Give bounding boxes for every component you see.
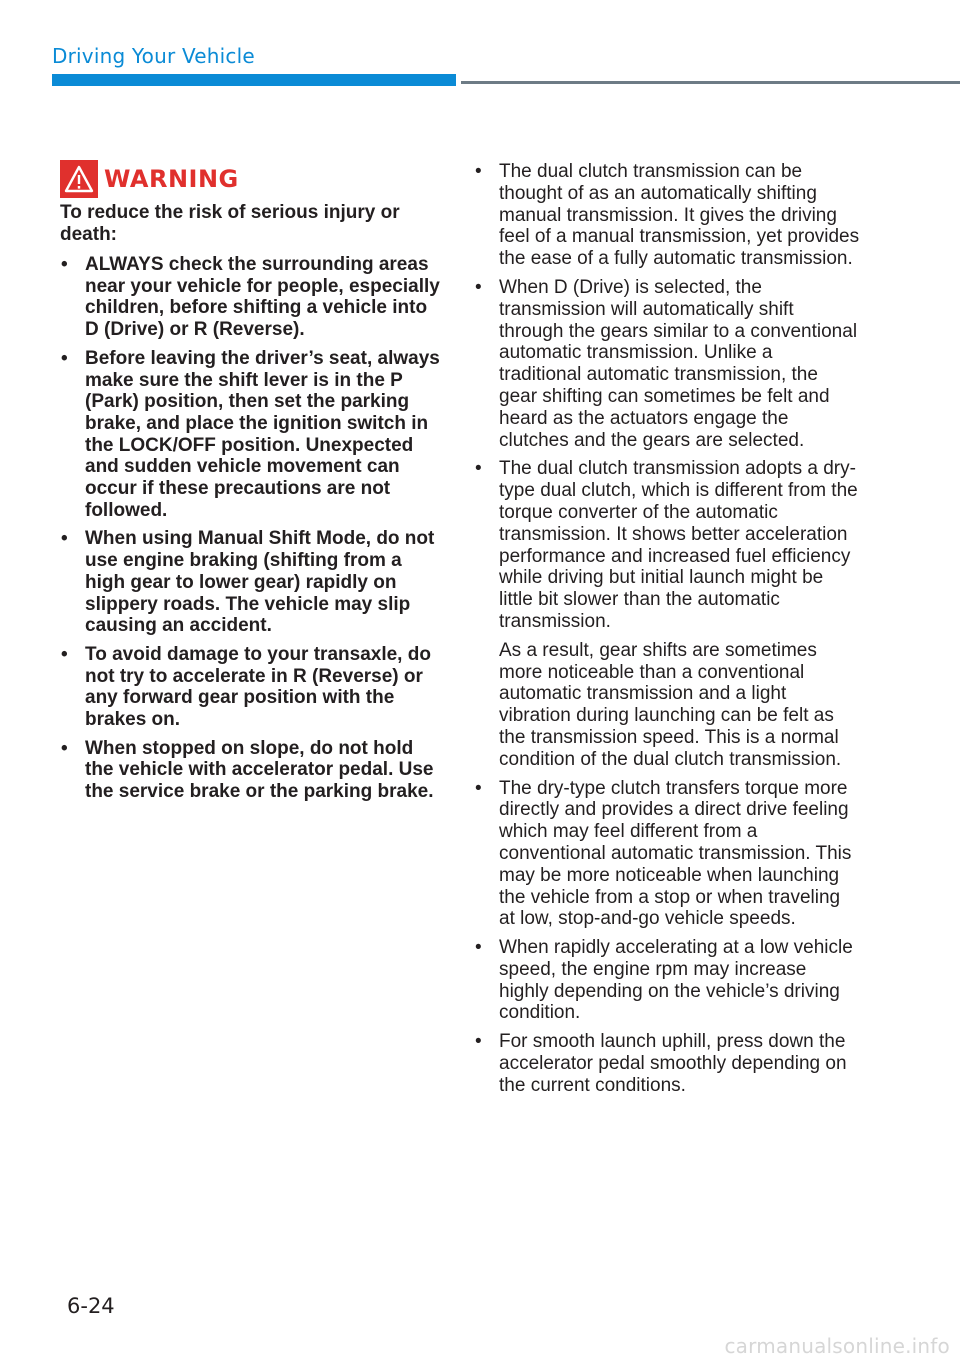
warning-intro: To reduce the risk of serious injury or death: — [60, 202, 400, 245]
section-title: Driving Your Vehicle — [52, 44, 255, 68]
header-rule-gray — [461, 81, 960, 84]
body-item-text: • For smooth launch uphill, press down the accelerator pedal smoothly depending on the current conditions. — [499, 1031, 847, 1096]
warning-item: • ALWAYS check the surrounding areas near your vehicle for people, especially children, before shifting a vehicle into D (Drive) or R (Reverse). — [60, 254, 440, 341]
body-item-continuation: As a result, gear shifts are sometimes more noticeable than a conventional automatic transmission and a light vibration during launching can be felt as the transmission speed. This is a normal condition of the dual clutch transmission. — [499, 639, 842, 770]
warning-item: • Before leaving the driver’s seat, always make sure the shift lever is in the P (Park) position, then set the parking brake, and place the ignition switch in the LOCK/OFF position. Unexpected and sudden vehicle movement can occur if these precautions are not followed. — [60, 348, 440, 522]
warning-item: • When using Manual Shift Mode, do not use engine braking (shifting from a high gear to lower gear) rapidly on slippery roads. The vehicle may slip causing an accident. — [60, 528, 440, 637]
body-item-text: • The dry-type clutch transfers torque more directly and provides a direct drive feeling which may feel different from a conventional automatic transmission. This may be more noticeable when launching the vehicle from a stop or when traveling at low, stop-and-go vehicle speeds. — [499, 777, 852, 930]
watermark: carmanualsonline.info — [724, 1334, 950, 1358]
body-item — [474, 161, 860, 270]
warning-item: • When stopped on slope, do not hold the vehicle with accelerator pedal. Use the service brake or the parking brake. — [60, 738, 440, 803]
body-item-text: • The dual clutch transmission can be thought of as an automatically shifting manual transmission. It gives the driving feel of a manual transmission, yet provides the ease of a fully automatic transmission. — [499, 161, 860, 270]
body-list — [474, 161, 860, 1097]
header-rule-blue — [52, 74, 456, 86]
warning-heading — [60, 160, 440, 198]
body-item — [474, 458, 860, 770]
warning-box — [60, 160, 440, 810]
warning-triangle-icon — [60, 160, 98, 198]
body-item-text: • When rapidly accelerating at a low vehicle speed, the engine rpm may increase highly depending on the vehicle’s driving condition. — [499, 937, 853, 1024]
body-item — [474, 778, 860, 931]
body-item-text: • The dual clutch transmission adopts a dry-type dual clutch, which is different from the torque converter of the automatic transmission. It shows better acceleration performance and increased fuel efficiency while driving but initial launch might be little bit slower than the automatic transmission. — [499, 458, 858, 632]
warning-item: • To avoid damage to your transaxle, do not try to accelerate in R (Reverse) or any forward gear position with the brakes on. — [60, 644, 440, 731]
body-column — [474, 161, 860, 1104]
body-item-text: • When D (Drive) is selected, the transmission will automatically shift through the gears similar to a conventional automatic transmission. Unlike a traditional automatic transmission, the gear shifting can sometimes be felt and heard as the actuators engage the clutches and the gears are selected. — [499, 276, 858, 451]
body-item — [474, 1031, 860, 1096]
body-item — [474, 937, 860, 1024]
warning-list — [60, 254, 440, 803]
page-number: 6-24 — [67, 1294, 115, 1318]
warning-title: WARNING — [104, 165, 239, 193]
body-item — [474, 277, 860, 451]
